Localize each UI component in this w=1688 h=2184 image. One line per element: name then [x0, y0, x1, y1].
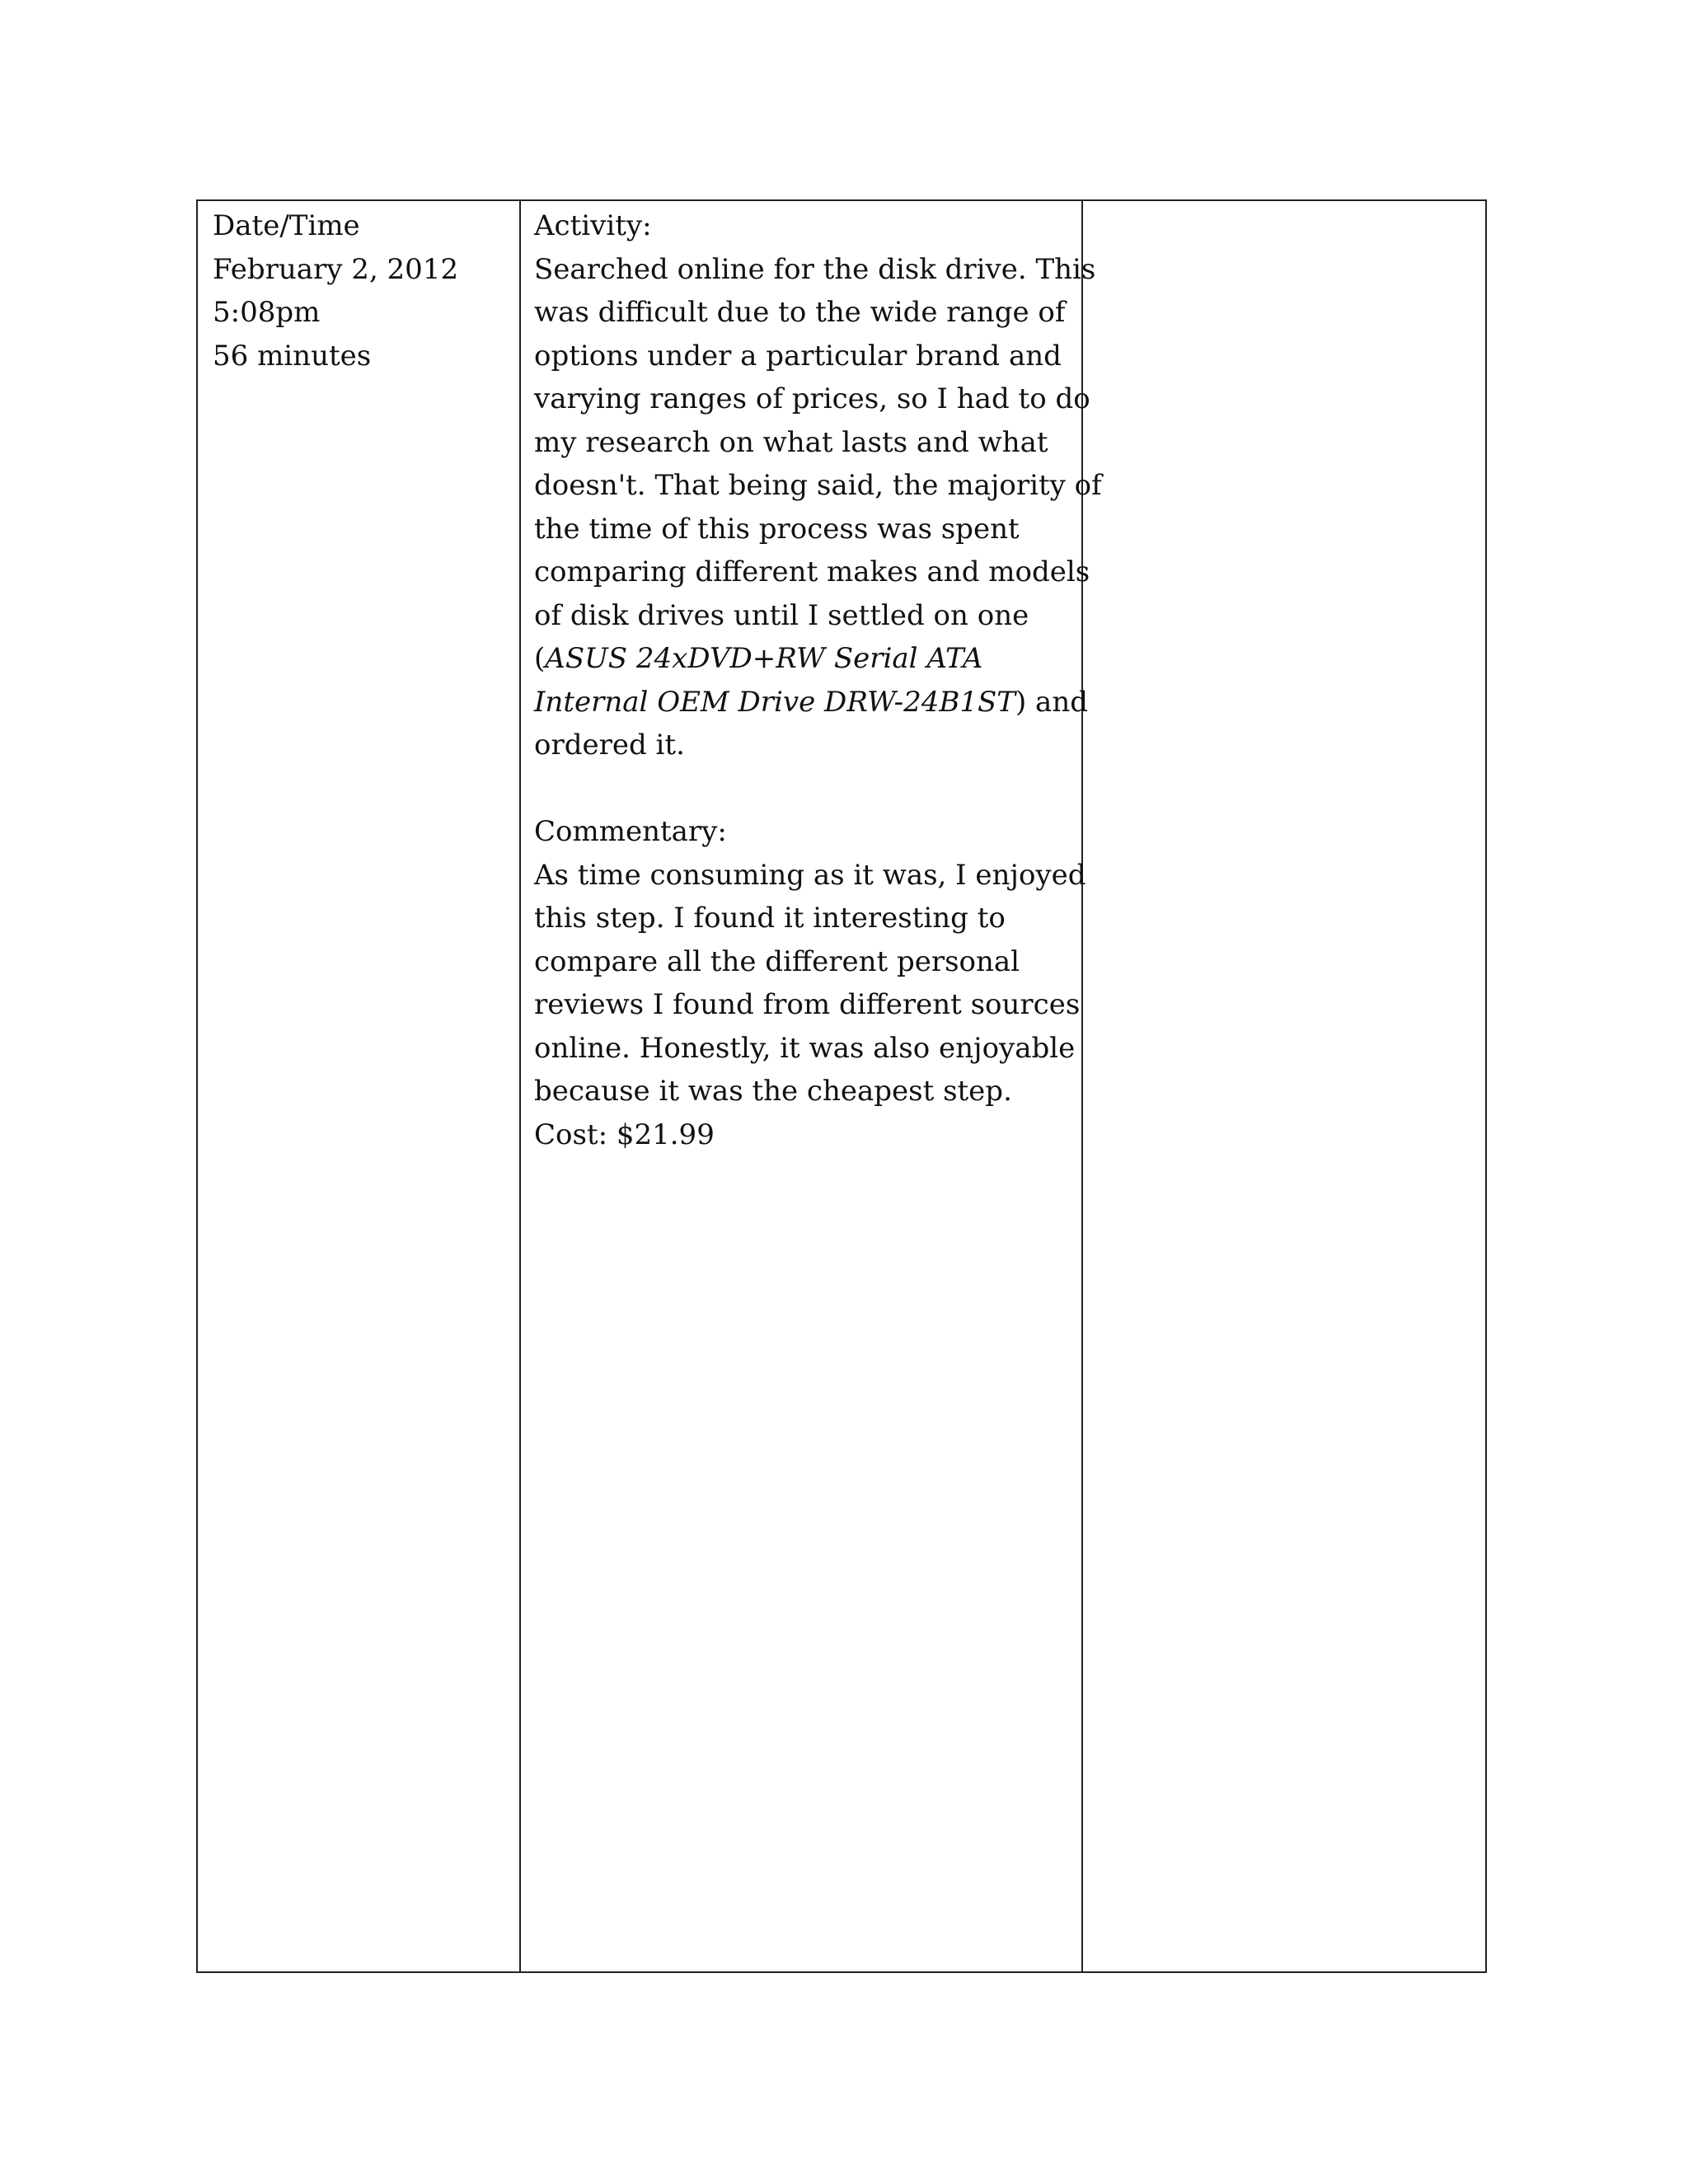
open-paren: (: [534, 642, 546, 675]
activity-text-line: of disk drives until I settled on one: [534, 598, 1029, 632]
commentary-text-line: compare all the different personal: [534, 944, 1020, 978]
activity-text-line: comparing different makes and models: [534, 555, 1090, 588]
activity-cell: [520, 200, 1102, 1972]
activity-heading: Activity:: [534, 209, 652, 242]
close-paren-and: ) and: [1015, 685, 1088, 719]
commentary-text-line: online. Honestly, it was also enjoyable: [534, 1031, 1076, 1065]
activity-final-line: ordered it.: [534, 729, 685, 762]
product-name-line: [534, 681, 1088, 724]
commentary-text-line: As time consuming as it was, I enjoyed: [534, 858, 1086, 892]
table-row: [197, 200, 1486, 1972]
activity-text-line: was difficult due to the wide range of: [534, 296, 1066, 329]
activity-text-line: options under a particular brand and: [534, 339, 1062, 373]
product-name-part1: ASUS 24xDVD+RW Serial ATA: [545, 642, 983, 675]
date-time-content: [198, 201, 519, 377]
activity-content: [521, 201, 1102, 1156]
activity-log-table: [196, 199, 1487, 1973]
cost-line: Cost: $21.99: [534, 1118, 715, 1151]
date-time-cell: [197, 200, 520, 1972]
activity-text-line: my research on what lasts and what: [534, 425, 1048, 459]
commentary-text-line: this step. I found it interesting to: [534, 902, 1006, 935]
activity-text-line: the time of this process was spent: [534, 512, 1020, 546]
commentary-heading: Commentary:: [534, 815, 727, 848]
product-name-line: [534, 637, 1071, 681]
entry-time: 5:08pm: [213, 296, 321, 329]
empty-notes-cell: [1082, 200, 1486, 1972]
blank-line: [534, 767, 1071, 811]
entry-duration: 56 minutes: [213, 339, 372, 373]
activity-text-line: varying ranges of prices, so I had to do: [534, 382, 1090, 415]
date-time-heading: Date/Time: [213, 209, 360, 242]
commentary-text-line: because it was the cheapest step.: [534, 1075, 1012, 1108]
product-name-part2: Internal OEM Drive DRW-24B1ST: [534, 685, 1015, 719]
activity-text-line: doesn't. That being said, the majority of: [534, 469, 1102, 502]
commentary-text-line: reviews I found from different sources: [534, 988, 1081, 1021]
entry-date: February 2, 2012: [213, 252, 459, 286]
activity-text-line: Searched online for the disk drive. This: [534, 252, 1096, 286]
